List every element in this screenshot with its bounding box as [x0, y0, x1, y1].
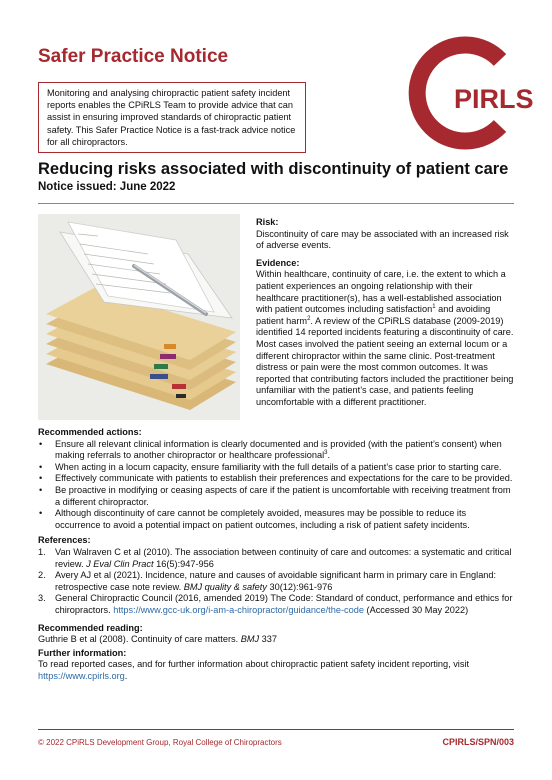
- gcc-code-link[interactable]: https://www.gcc-uk.org/i-am-a-chiropractor/guidance/the-code: [113, 604, 364, 615]
- references-heading: References:: [38, 535, 91, 546]
- folders-photo: [38, 214, 240, 420]
- further-text: To read reported cases, and for further information about chiropractic patient safety incident reporting, visit https://www.cpirls.org.: [38, 659, 470, 681]
- actions-list: [38, 439, 514, 532]
- notice-title: Safer Practice Notice: [38, 46, 229, 67]
- evidence-text: Within healthcare, continuity of care, i.e. the extent to which a patient experiences an ongoing relationship with their healthcare practitioner(s), has a well-established association with patient outcomes including satisfaction$^1$ and avoiding patient harm$^2$. A review of the CPiRLS database (2009-2019) identified 14 reported incidents featuring a discontinuity of care. Most cases involved the patient seeing an external locum or a different chiropractor within the same clinic. Post-treatment distress or pain were the most common outcomes. It was reported that contributing factors included the practitioner being unfamiliar with the patient’s case, and patients feeling uncomfortable with a different practitioner.: [256, 269, 514, 407]
- reading-text: Guthrie B et al (2008). Continuity of care matters. BMJ 337: [38, 634, 277, 645]
- action-item: • Effectively communicate with patients to establish their preferences and expectations for the care to be provided.: [38, 473, 514, 485]
- risk-text: Discontinuity of care may be associated with an increased risk of adverse events.: [256, 228, 509, 251]
- further-heading: Further information:: [38, 647, 127, 658]
- reference-item: 2. Avery AJ et al (2021). Incidence, nature and causes of avoidable significant harm in primary care in England: retrospective case note review. BMJ quality & safety 30(12):961-976: [38, 570, 497, 592]
- reference-item: 3. General Chiropractic Council (2016, amended 2019) The Code: Standard of conduct, performance and ethics for chiropractors. https://www.gcc-uk.org/i-am-a-chiropractor/guidance/the-code (Accessed 30 May 2022): [38, 593, 513, 615]
- main-heading: Reducing risks associated with discontinuity of patient care: [38, 160, 509, 178]
- action-item: • Be proactive in modifying or ceasing aspects of care if the patient is uncomfortable with receiving treatment from a different chiropractor.: [38, 485, 514, 508]
- intro-box: Monitoring and analysing chiropractic patient safety incident reports enables the CPiRLS Team to provide advice that can assist in ensuring improved standards of chiropractic patient safety. This Safer Practice Notice is a fast-track advice notice for all chiropractors.: [38, 82, 306, 153]
- references-list: [38, 547, 514, 617]
- action-item: • Ensure all relevant clinical information is clearly documented and is provided (with the patient’s consent) when making referrals to another chiropractor or healthcare professional$^3$.: [38, 439, 514, 462]
- reading-heading: Recommended reading:: [38, 622, 143, 633]
- risk-evidence-column: [256, 217, 514, 415]
- reference-item: 1. Van Walraven C et al (2010). The association between continuity of care and outcomes: a systematic and critical review. J Eval Clin Pract 16(5):947-956: [38, 546, 512, 569]
- evidence-heading: Evidence:: [256, 257, 300, 268]
- divider: [38, 203, 514, 204]
- footer-divider: [38, 729, 514, 730]
- cpirls-logo: [404, 38, 534, 148]
- footer-copyright: © 2022 CPiRLS Development Group, Royal College of Chiropractors: [38, 738, 282, 747]
- lower-content: [38, 425, 514, 682]
- risk-heading: Risk:: [256, 217, 279, 227]
- action-item: • Although discontinuity of care cannot be completely avoided, measures may be possible to reduce its occurrence to avoid a potential impact on patient outcomes, including a risk of patient safety incidents.: [38, 508, 514, 531]
- cpirls-link[interactable]: https://www.cpirls.org: [38, 670, 125, 681]
- notice-issued-date: Notice issued: June 2022: [38, 181, 176, 193]
- action-item: • When acting in a locum capacity, ensure familiarity with the full details of a patient’s case prior to starting care.: [38, 462, 514, 474]
- actions-heading: Recommended actions:: [38, 427, 142, 437]
- footer-code: CPIRLS/SPN/003: [442, 737, 514, 747]
- logo-text: PIRLS: [454, 84, 534, 114]
